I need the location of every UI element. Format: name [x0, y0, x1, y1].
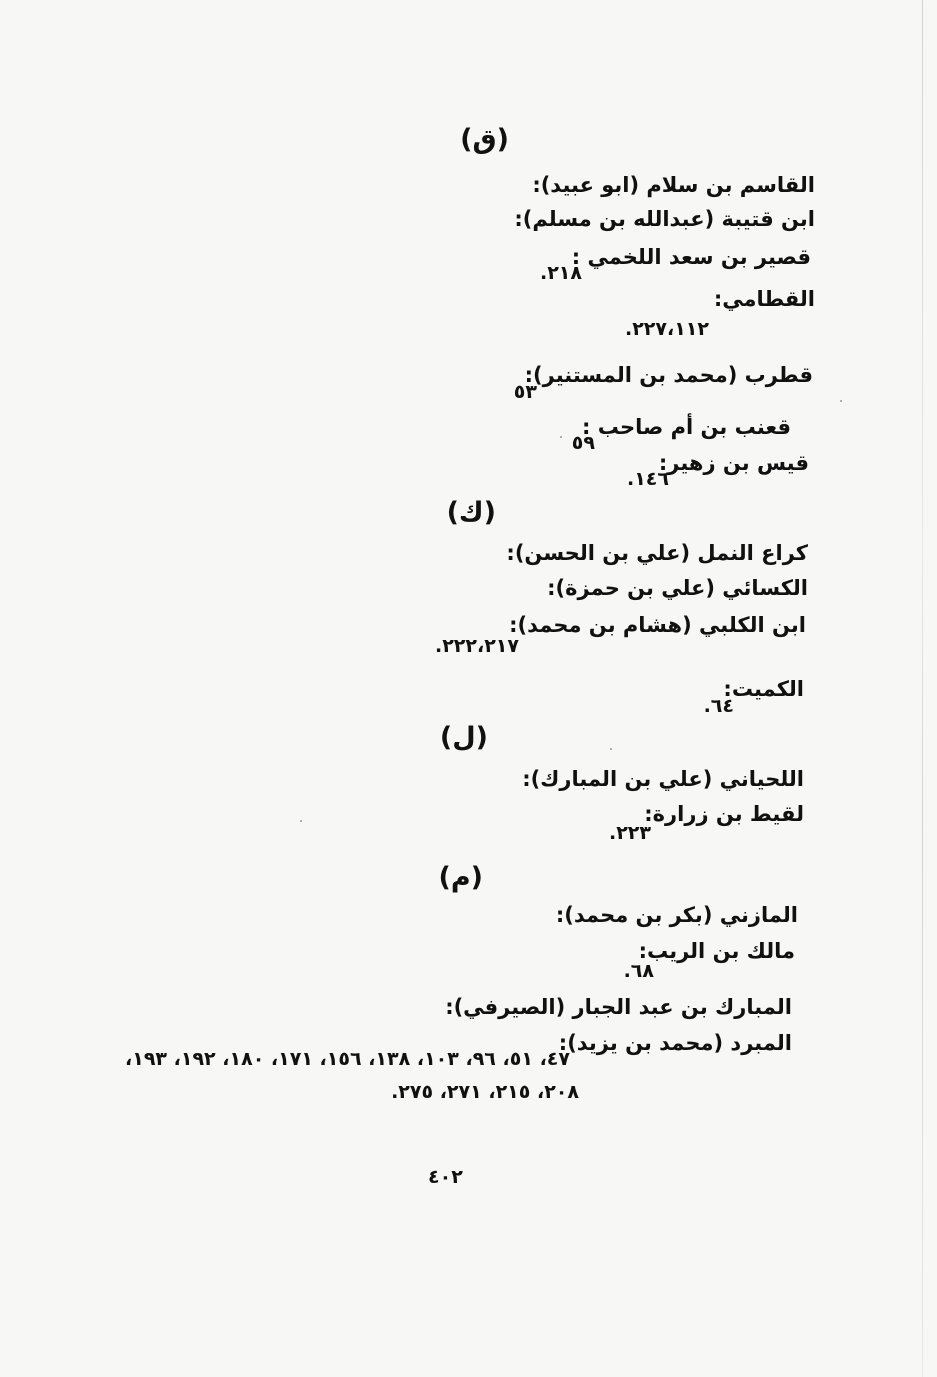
- entry-al-kisai: الكسائي (علي بن حمزة):: [547, 576, 808, 600]
- entry-qasir-ibn-saad: قصير بن سعد اللخمي :: [571, 245, 811, 269]
- pages-al-kumayt: ٦٤.: [703, 695, 734, 717]
- section-heading-lam: (ل): [439, 722, 488, 753]
- pages-malik-ibn-al-rayb: ٦٨.: [623, 960, 654, 982]
- pages-al-mubarrad-line-1: ٤٧، ٥١، ٩٦، ١٠٣، ١٣٨، ١٥٦، ١٧١، ١٨٠، ١٩٢، ١٩٣،: [125, 1048, 570, 1070]
- entry-al-lihyani: اللحياني (علي بن المبارك):: [522, 767, 804, 791]
- entry-kura-al-naml: كراع النمل (علي بن الحسن):: [506, 541, 808, 565]
- pages-qasir-ibn-saad: ٢١٨.: [539, 262, 582, 284]
- entry-qays-ibn-zuhayr: قيس بن زهير:: [658, 451, 809, 475]
- pages-qutrub: ٥٣: [513, 381, 537, 403]
- scan-speck: [560, 436, 562, 438]
- pages-qanab-ibn-umm-sahib: ٥٩: [571, 432, 595, 454]
- pages-laqit-ibn-zurara: ٢٢٣.: [608, 822, 651, 844]
- entry-qanab-ibn-umm-sahib: قعنب بن أم صاحب :: [582, 415, 791, 439]
- entry-laqit-ibn-zurara: لقيط بن زرارة:: [644, 802, 804, 826]
- entry-malik-ibn-al-rayb: مالك بن الريب:: [638, 939, 795, 963]
- pages-ibn-al-kalbi: ٢٢٢،٢١٧.: [434, 635, 519, 657]
- pages-al-qutami: ٢٢٧،١١٢.: [624, 318, 709, 340]
- section-heading-qaf: (ق): [460, 124, 509, 155]
- scan-speck: [610, 748, 612, 750]
- entry-al-mubarrad: المبرد (محمد بن يزيد):: [558, 1031, 792, 1055]
- entry-ibn-qutayba: ابن قتيبة (عبدالله بن مسلم):: [514, 207, 815, 231]
- entry-al-kumayt: الكميت:: [723, 677, 804, 701]
- scan-speck: [840, 400, 842, 402]
- entry-qutrub: قطرب (محمد بن المستنير):: [524, 363, 813, 387]
- entry-al-qutami: القطامي:: [713, 287, 815, 311]
- page-edge-line: [922, 0, 923, 1377]
- page-number: ٤٠٢: [428, 1166, 463, 1188]
- entry-al-mazini: المازني (بكر بن محمد):: [555, 903, 798, 927]
- pages-qays-ibn-zuhayr: ١٤٦.: [626, 468, 669, 490]
- entry-al-mubarak-ibn-abd-al-jabbar: المبارك بن عبد الجبار (الصيرفي):: [445, 995, 792, 1019]
- pages-al-mubarrad-line-2: ٢٠٨، ٢١٥، ٢٧١، ٢٧٥.: [391, 1081, 579, 1103]
- section-heading-kaf: (ك): [446, 497, 496, 528]
- entry-ibn-al-kalbi: ابن الكلبي (هشام بن محمد):: [509, 613, 806, 637]
- entry-qasim-ibn-sallam: القاسم بن سلام (ابو عبيد):: [532, 173, 815, 197]
- scan-speck: [300, 820, 302, 822]
- section-heading-mim: (م): [438, 862, 483, 893]
